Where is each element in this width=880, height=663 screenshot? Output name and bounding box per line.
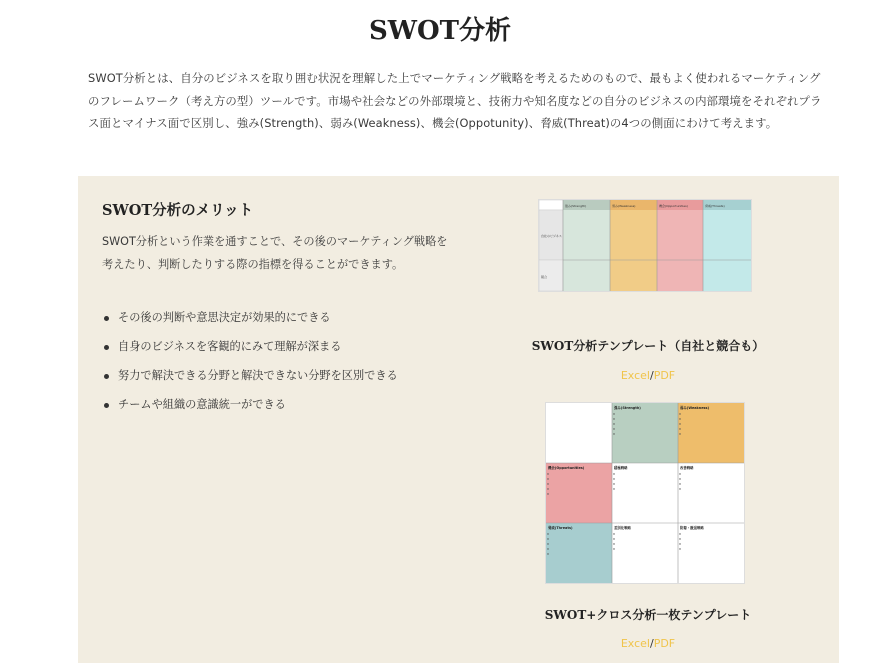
tpl2-label-improve: 改善戦略 — [680, 466, 694, 470]
excel-link[interactable]: Excel — [620, 637, 650, 650]
download-links — [458, 637, 838, 650]
tpl1-row-competitor: 競合 — [541, 275, 548, 279]
link-separator: / — [649, 369, 654, 382]
tpl2-label-differentiate: 差別化戦略 — [614, 526, 631, 530]
template-caption: SWOT分析テンプレート（自社と競合も） — [531, 339, 765, 353]
download-links — [458, 369, 838, 382]
tpl1-header-threats: 脅威(Threats) — [705, 204, 725, 208]
swot-cross-template-thumbnail — [546, 403, 744, 583]
template-caption: SWOT+クロス分析一枚テンプレート — [544, 608, 752, 622]
tpl1-header-opportunities: 機会(Opportunities) — [659, 204, 688, 208]
tpl2-label-opportunities: 機会(Opportunities) — [548, 466, 585, 470]
swot-template-thumbnail — [539, 200, 751, 291]
swot-template-preview[interactable] — [538, 199, 752, 292]
tpl2-label-threats: 脅威(Threats) — [548, 526, 573, 530]
pdf-link[interactable]: PDF — [653, 637, 676, 650]
swot-cross-template-preview[interactable] — [545, 402, 745, 584]
tpl2-label-strength: 強み(Strength) — [614, 406, 641, 410]
tpl2-label-defense: 防衛・撤退戦略 — [680, 526, 704, 530]
list-item: その後の判断や意思決定が効果的にできる — [102, 307, 398, 336]
list-item: 自身のビジネスを客観的にみて理解が深まる — [102, 336, 398, 365]
pdf-link[interactable]: PDF — [653, 369, 676, 382]
tpl1-row-own: 自社のビジネス — [541, 234, 562, 238]
intro-paragraph: SWOT分析とは、自分のビジネスを取り囲む状況を理解した上でマーケティング戦略を考えるためのもので、最もよく使われるマーケティングのフレームワーク（考え方の型）ツールです。市場や社会などの外部環境と、技術力や知名度などの自分のビジネスの内部環境をそれぞれプラス面とマイナス面で区別し、強み(Strength)、弱み(Weakness)、機会(Oppotunity)、脅威(Threat)の4つの側面にわけて考えます。 — [88, 71, 822, 130]
merit-panel — [78, 176, 839, 663]
tpl2-label-aggressive: 積極戦略 — [614, 466, 628, 470]
tpl1-header-strength: 強み(Strength) — [565, 204, 587, 208]
merit-heading: SWOT分析のメリット — [102, 202, 254, 219]
merit-list — [102, 307, 398, 423]
tpl2-label-weakness: 弱み(Weakness) — [680, 406, 710, 410]
page-title: SWOT分析 — [369, 16, 511, 46]
link-separator: / — [649, 637, 654, 650]
merit-paragraph: SWOT分析という作業を通すことで、その後のマーケティング戦略を考えたり、判断したりする際の指標を得ることができます。 — [102, 235, 448, 271]
list-item: 努力で解決できる分野と解決できない分野を区別できる — [102, 365, 398, 394]
tpl1-header-weakness: 弱み(Weakness) — [612, 204, 636, 208]
list-item: チームや組織の意識統一ができる — [102, 394, 398, 423]
excel-link[interactable]: Excel — [620, 369, 650, 382]
